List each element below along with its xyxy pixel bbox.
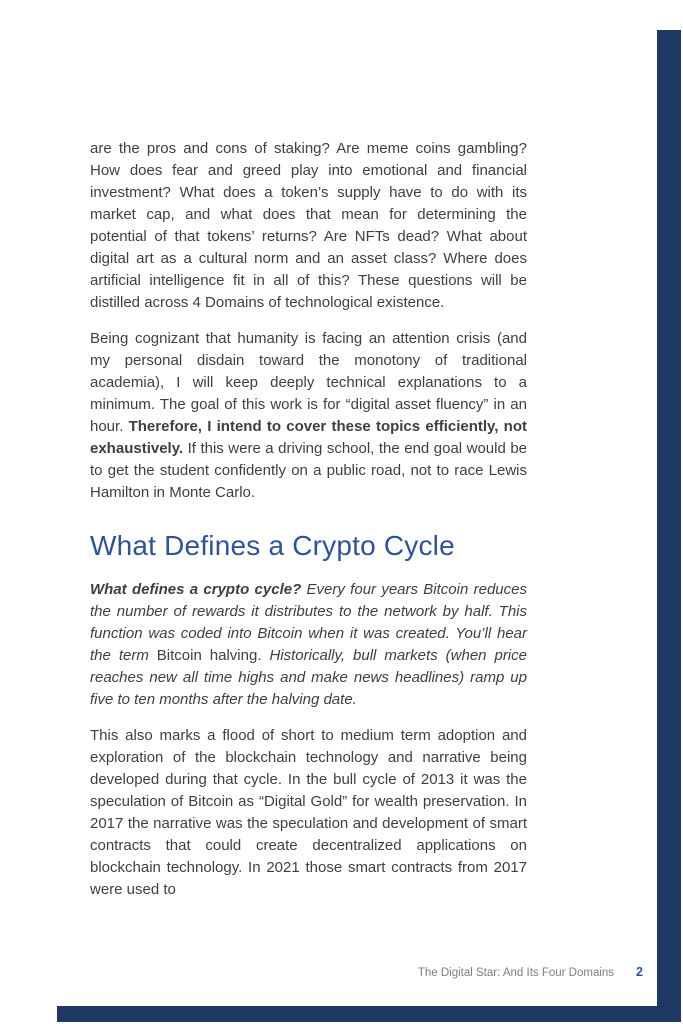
definition-term-upright: Bitcoin halving. [156, 647, 262, 664]
cycle-narratives-paragraph-text: This also marks a flood of short to medium term adoption and exploration of the blockchain technology and narrative being developed during that cycle. In the bull cycle of 2013 it was the speculation of Bitcoin as “Digital Gold” for wealth preservation. In 2017 the narrative was the speculation and development of smart contracts that could create decentralized applications on blockchain technology. In 2021 those smart contracts from 2017 were used to [90, 727, 527, 898]
footer-page-number: 2 [636, 965, 643, 979]
section-heading: What Defines a Crypto Cycle [90, 530, 455, 561]
definition-italic-continuation: Historically, bull markets (when price reaches new all time highs and make news headlines) ramp up five to ten months after the halving date. [90, 647, 527, 708]
crypto-cycle-definition-paragraph [90, 579, 527, 711]
approach-paragraph [90, 328, 527, 504]
definition-lead-question: What defines a crypto cycle? [90, 581, 307, 598]
main-text-column [90, 138, 527, 915]
edge-band-bottom [57, 1006, 657, 1022]
approach-paragraph-bold-text: Therefore, I intend to cover these topics efficiently, not exhaustively. [90, 418, 527, 457]
page-footer [418, 965, 643, 979]
definition-italic-text: Every four years Bitcoin reduces the number of rewards it distributes to the network by half. This function was coded into Bitcoin when it was created. You’ll hear the term [90, 581, 527, 664]
approach-paragraph-closing-text: If this were a driving school, the end goal would be to get the student confidently on a public road, not to race Lewis Hamilton in Monte Carlo. [90, 440, 527, 501]
footer-book-title: The Digital Star: And Its Four Domains [417, 967, 615, 979]
intro-paragraph-text: are the pros and cons of staking? Are meme coins gambling? How does fear and greed play into emotional and financial investment? What does a token’s supply have to do with its market cap, and what does that mean for determining the potential of that tokens’ returns? Are NFTs dead? What about digital art as a cultural norm and an asset class? Where does artificial intelligence fit in all of this? These questions will be distilled across 4 Domains of technological existence. [90, 140, 527, 311]
intro-paragraph [90, 138, 527, 314]
cycle-narratives-paragraph [90, 725, 527, 901]
approach-paragraph-text: Being cognizant that humanity is facing an attention crisis (and my personal disdain toward the monotony of traditional academia), I will keep deeply technical explanations to a minimum. The goal of this work is for “digital asset fluency” in an hour. [90, 330, 527, 435]
edge-band-right [657, 30, 681, 1022]
